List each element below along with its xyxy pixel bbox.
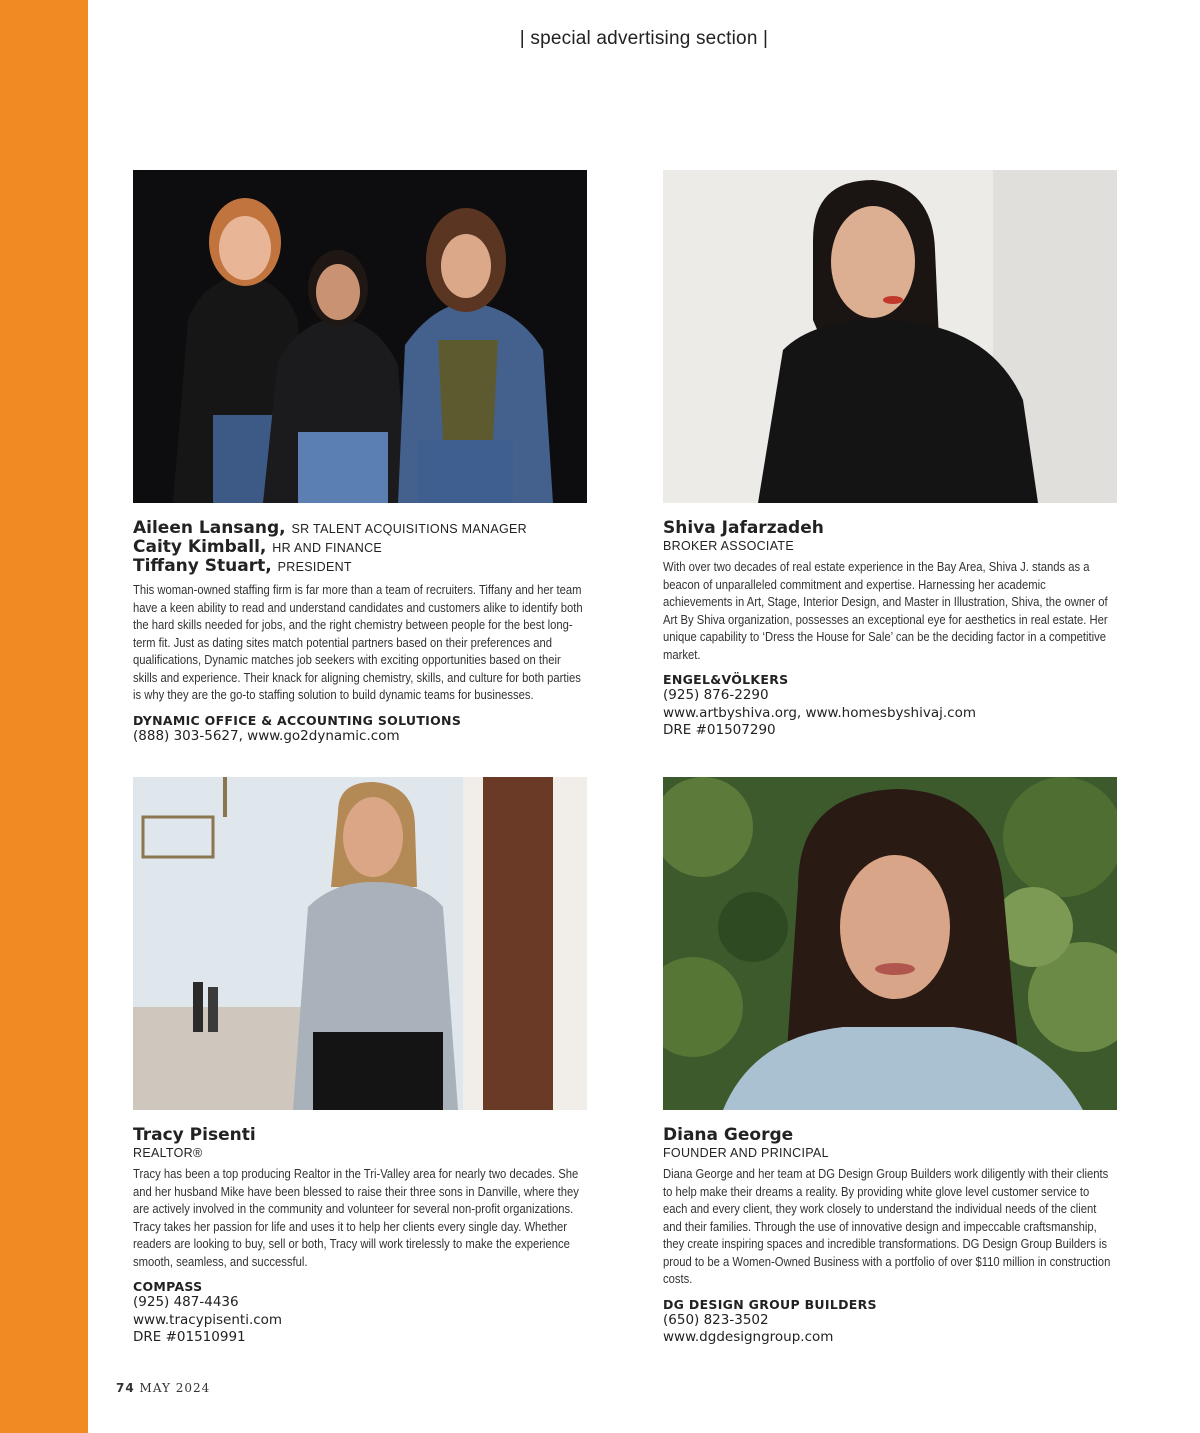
issue-date: MAY 2024 (139, 1381, 211, 1395)
person-name: Caity Kimball, (133, 537, 267, 557)
profile-description: This woman-owned staffing firm is far more than a team of recruiters. Tiffany and her team have a keen ability to read and understand candidates and customers alike to identify both the hard skills needed for jobs, and the right chemistry between people for the best long-term fit. Just as dating sites match potential partners based on their preferences and qualifications, Dynamic matches job seekers with exciting opportunities based on their skills and experience. Their knack for aligning chemistry, skills, and culture for both parties is why they are the go-to staffing solution to build dynamic teams for businesses. (133, 583, 583, 702)
contact-line: (925) 487-4436 (133, 1294, 239, 1310)
contact-line: (925) 876-2290 (663, 687, 769, 703)
accent-side-bar (0, 0, 88, 1433)
person-name: Shiva Jafarzadeh (663, 518, 824, 538)
profile-card-dynamic (133, 170, 587, 745)
portrait-photo (663, 170, 1117, 503)
person-name: Aileen Lansang, (133, 518, 286, 538)
person-role: BROKER ASSOCIATE (663, 539, 794, 553)
profile-card-diana (663, 777, 1117, 1347)
person-name: Tiffany Stuart, (133, 556, 272, 576)
contact-line: www.artbyshiva.org, www.homesbyshivaj.com (663, 704, 976, 721)
contact-line: DRE #01507290 (663, 722, 776, 738)
person-role: FOUNDER AND PRINCIPAL (663, 1146, 829, 1160)
portrait-photo (133, 777, 587, 1110)
person-name: Diana George (663, 1125, 794, 1145)
portrait-photo (663, 777, 1117, 1110)
person-role: REALTOR® (133, 1146, 203, 1160)
contact-line: (888) 303-5627, www.go2dynamic.com (133, 727, 400, 744)
page-footer (116, 1381, 210, 1395)
profile-description: Tracy has been a top producing Realtor in the Tri-Valley area for nearly two decades. She and her husband Mike have been blessed to raise their three sons in Danville, where they are actively involved in the community and volunteer for several non-profit organizations. Tracy takes her passion for life and uses it to help her clients every single day. Whether readers are looking to buy, sell or both, Tracy will work tirelessly to make the experience smooth, seamless, and successful. (133, 1167, 579, 1269)
contact-line: DRE #01510991 (133, 1329, 246, 1345)
contact-line: www.tracypisenti.com (133, 1311, 283, 1328)
profile-description: Diana George and her team at DG Design Group Builders work diligently with their clients to help make their dreams a reality. By providing white glove level customer service to each and every client, they work closely to understand the individual needs of the client and their families. Through the use of innovative design and impeccable craftsmanship, they create inspiring spaces and incredible transformations. DG Design Group Builders is proud to be a Women-Owned Business with a portfolio of over $110 million in construction costs. (663, 1167, 1111, 1286)
company-name: DYNAMIC OFFICE & ACCOUNTING SOLUTIONS (133, 712, 462, 728)
person-role: HR AND FINANCE (272, 541, 383, 555)
company-name: ENGEL&VÖLKERS (663, 672, 789, 687)
profile-card-tracy (133, 777, 587, 1347)
contact-line: www.dgdesigngroup.com (663, 1329, 834, 1345)
person-role: SR TALENT ACQUISITIONS MANAGER (291, 522, 527, 536)
profile-description: With over two decades of real estate experience in the Bay Area, Shiva J. stands as a beacon of unparalleled commitment and expertise. Harnessing her academic achievements in Art, Stage, Interior Design, and Master in Illustration, Shiva, the owner of Art By Shiva organization, possesses an exceptional eye for aesthetics in real estate. Her unique capability to ‘Dress the House for Sale’ can be the deciding factor in a competitive market. (663, 560, 1108, 662)
team-photo (133, 170, 587, 503)
person-line (133, 557, 587, 576)
company-name: DG DESIGN GROUP BUILDERS (663, 1296, 877, 1312)
profile-card-shiva (663, 170, 1117, 740)
section-header: | special advertising section | (519, 28, 769, 49)
person-role: PRESIDENT (277, 560, 352, 574)
person-line (133, 538, 587, 557)
person-line (133, 519, 587, 538)
contact-line: (650) 823-3502 (663, 1311, 769, 1328)
page-number: 74 (116, 1381, 135, 1395)
company-name: COMPASS (133, 1279, 203, 1294)
person-name: Tracy Pisenti (133, 1125, 256, 1145)
